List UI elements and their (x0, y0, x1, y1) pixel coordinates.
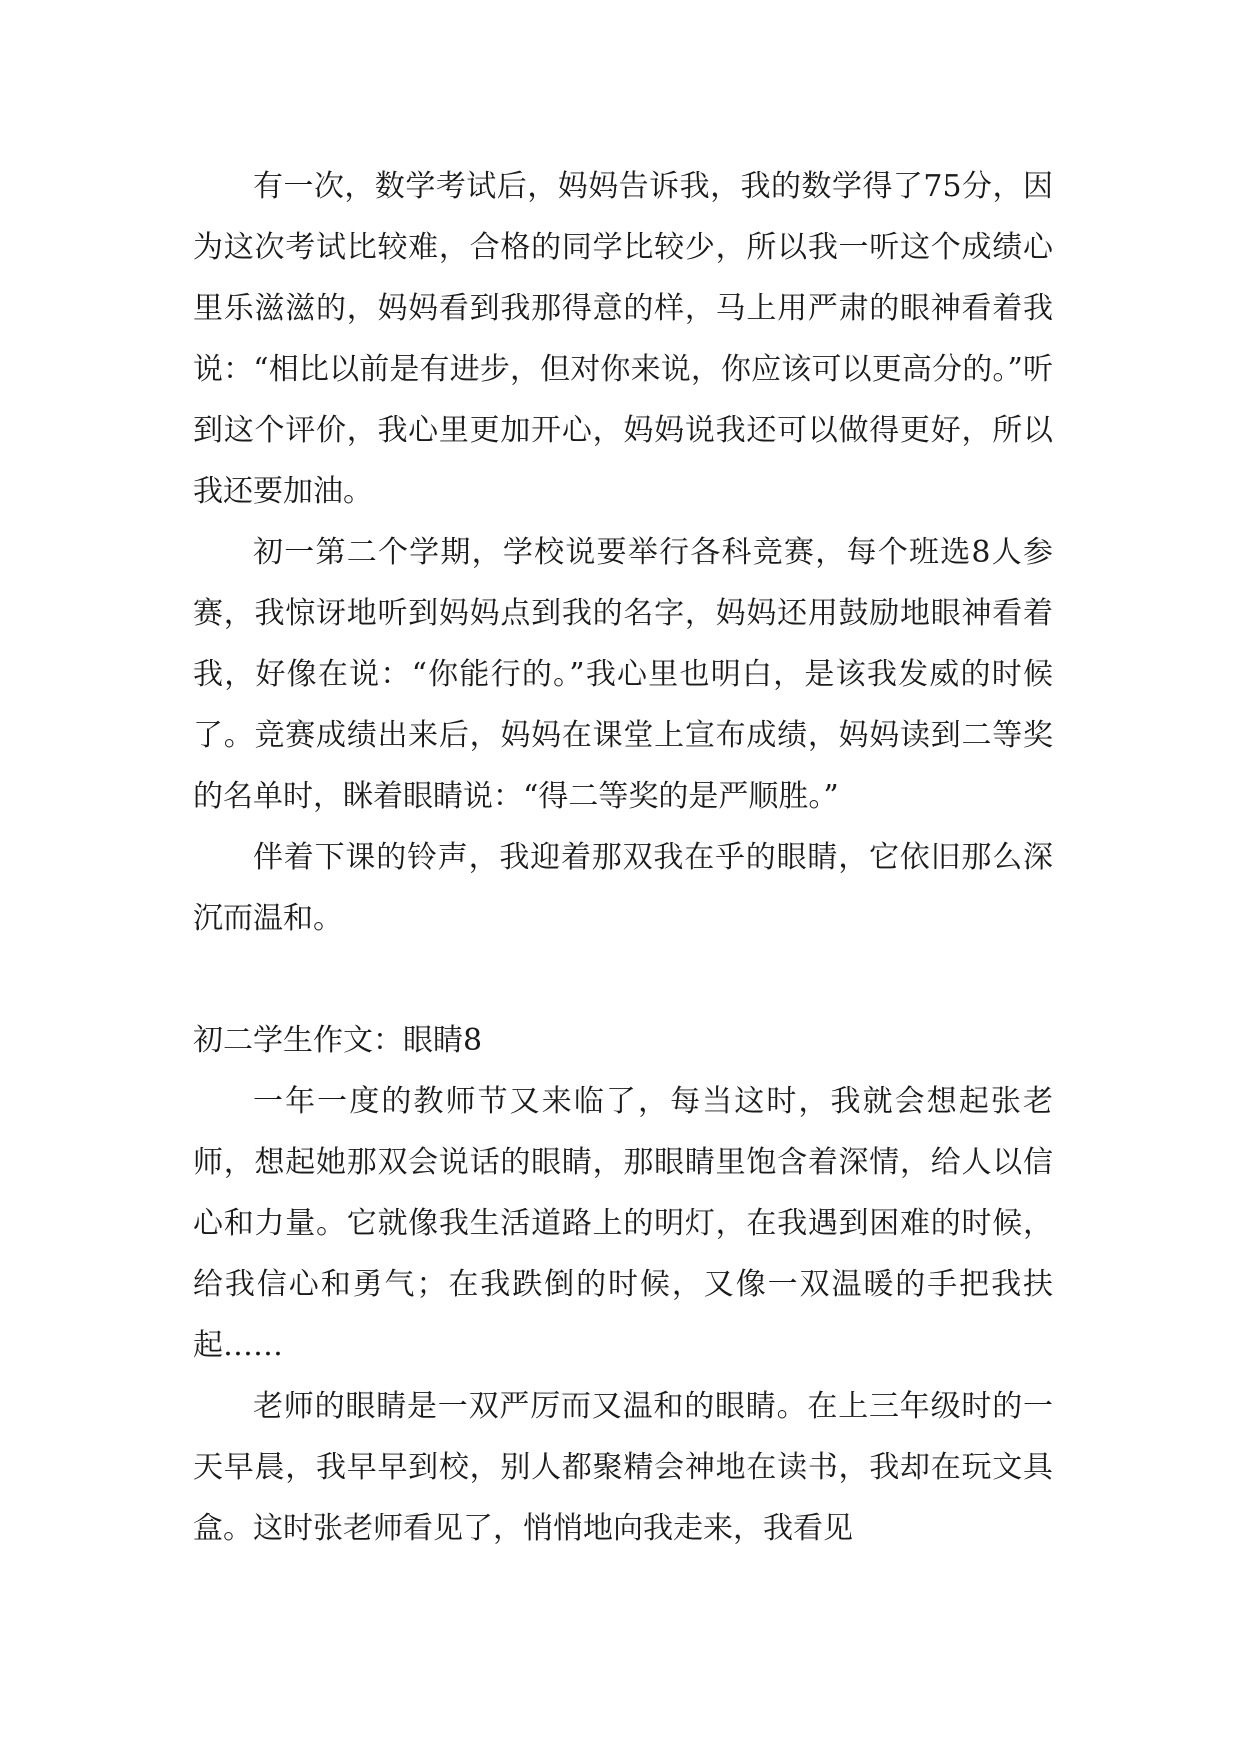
document-body (193, 156, 1053, 1559)
section-spacer (193, 949, 1053, 1010)
paragraph-bell: 伴着下课的铃声，我迎着那双我在乎的眼睛，它依旧那么深沉而温和。 (193, 840, 1053, 936)
paragraph-teacher-eyes: 老师的眼睛是一双严厉而又温和的眼睛。在上三年级时的一天早晨，我早早到校，别人都聚精会神地在读书，我却在玩文具盒。这时张老师看见了，悄悄地向我走来，我看见 (193, 1389, 1053, 1546)
paragraph-math-exam: 有一次，数学考试后，妈妈告诉我，我的数学得了75分，因为这次考试比较难，合格的同学比较少，所以我一听这个成绩心里乐滋滋的，妈妈看到我那得意的样，马上用严肃的眼神看着我说：“相比以前是有进步，但对你来说，你应该可以更高分的。”听到这个评价，我心里更加开心，妈妈说我还可以做得更好，所以我还要加油。 (193, 169, 1053, 509)
paragraph-teachers-day: 一年一度的教师节又来临了，每当这时，我就会想起张老师，想起她那双会说话的眼睛，那眼睛里饱含着深情，给人以信心和力量。它就像我生活道路上的明灯，在我遇到困难的时候，给我信心和勇气；在我跌倒的时候，又像一双温暖的手把我扶起…… (193, 1084, 1053, 1363)
section-title: 初二学生作文：眼睛8 (193, 1023, 483, 1058)
paragraph-competition: 初一第二个学期，学校说要举行各科竞赛，每个班选8人参赛，我惊讶地听到妈妈点到我的名字，妈妈还用鼓励地眼神看着我，好像在说：“你能行的。”我心里也明白，是该我发威的时候了。竞赛成绩出来后，妈妈在课堂上宣布成绩，妈妈读到二等奖的名单时，眯着眼睛说：“得二等奖的是严顺胜。” (193, 535, 1053, 814)
